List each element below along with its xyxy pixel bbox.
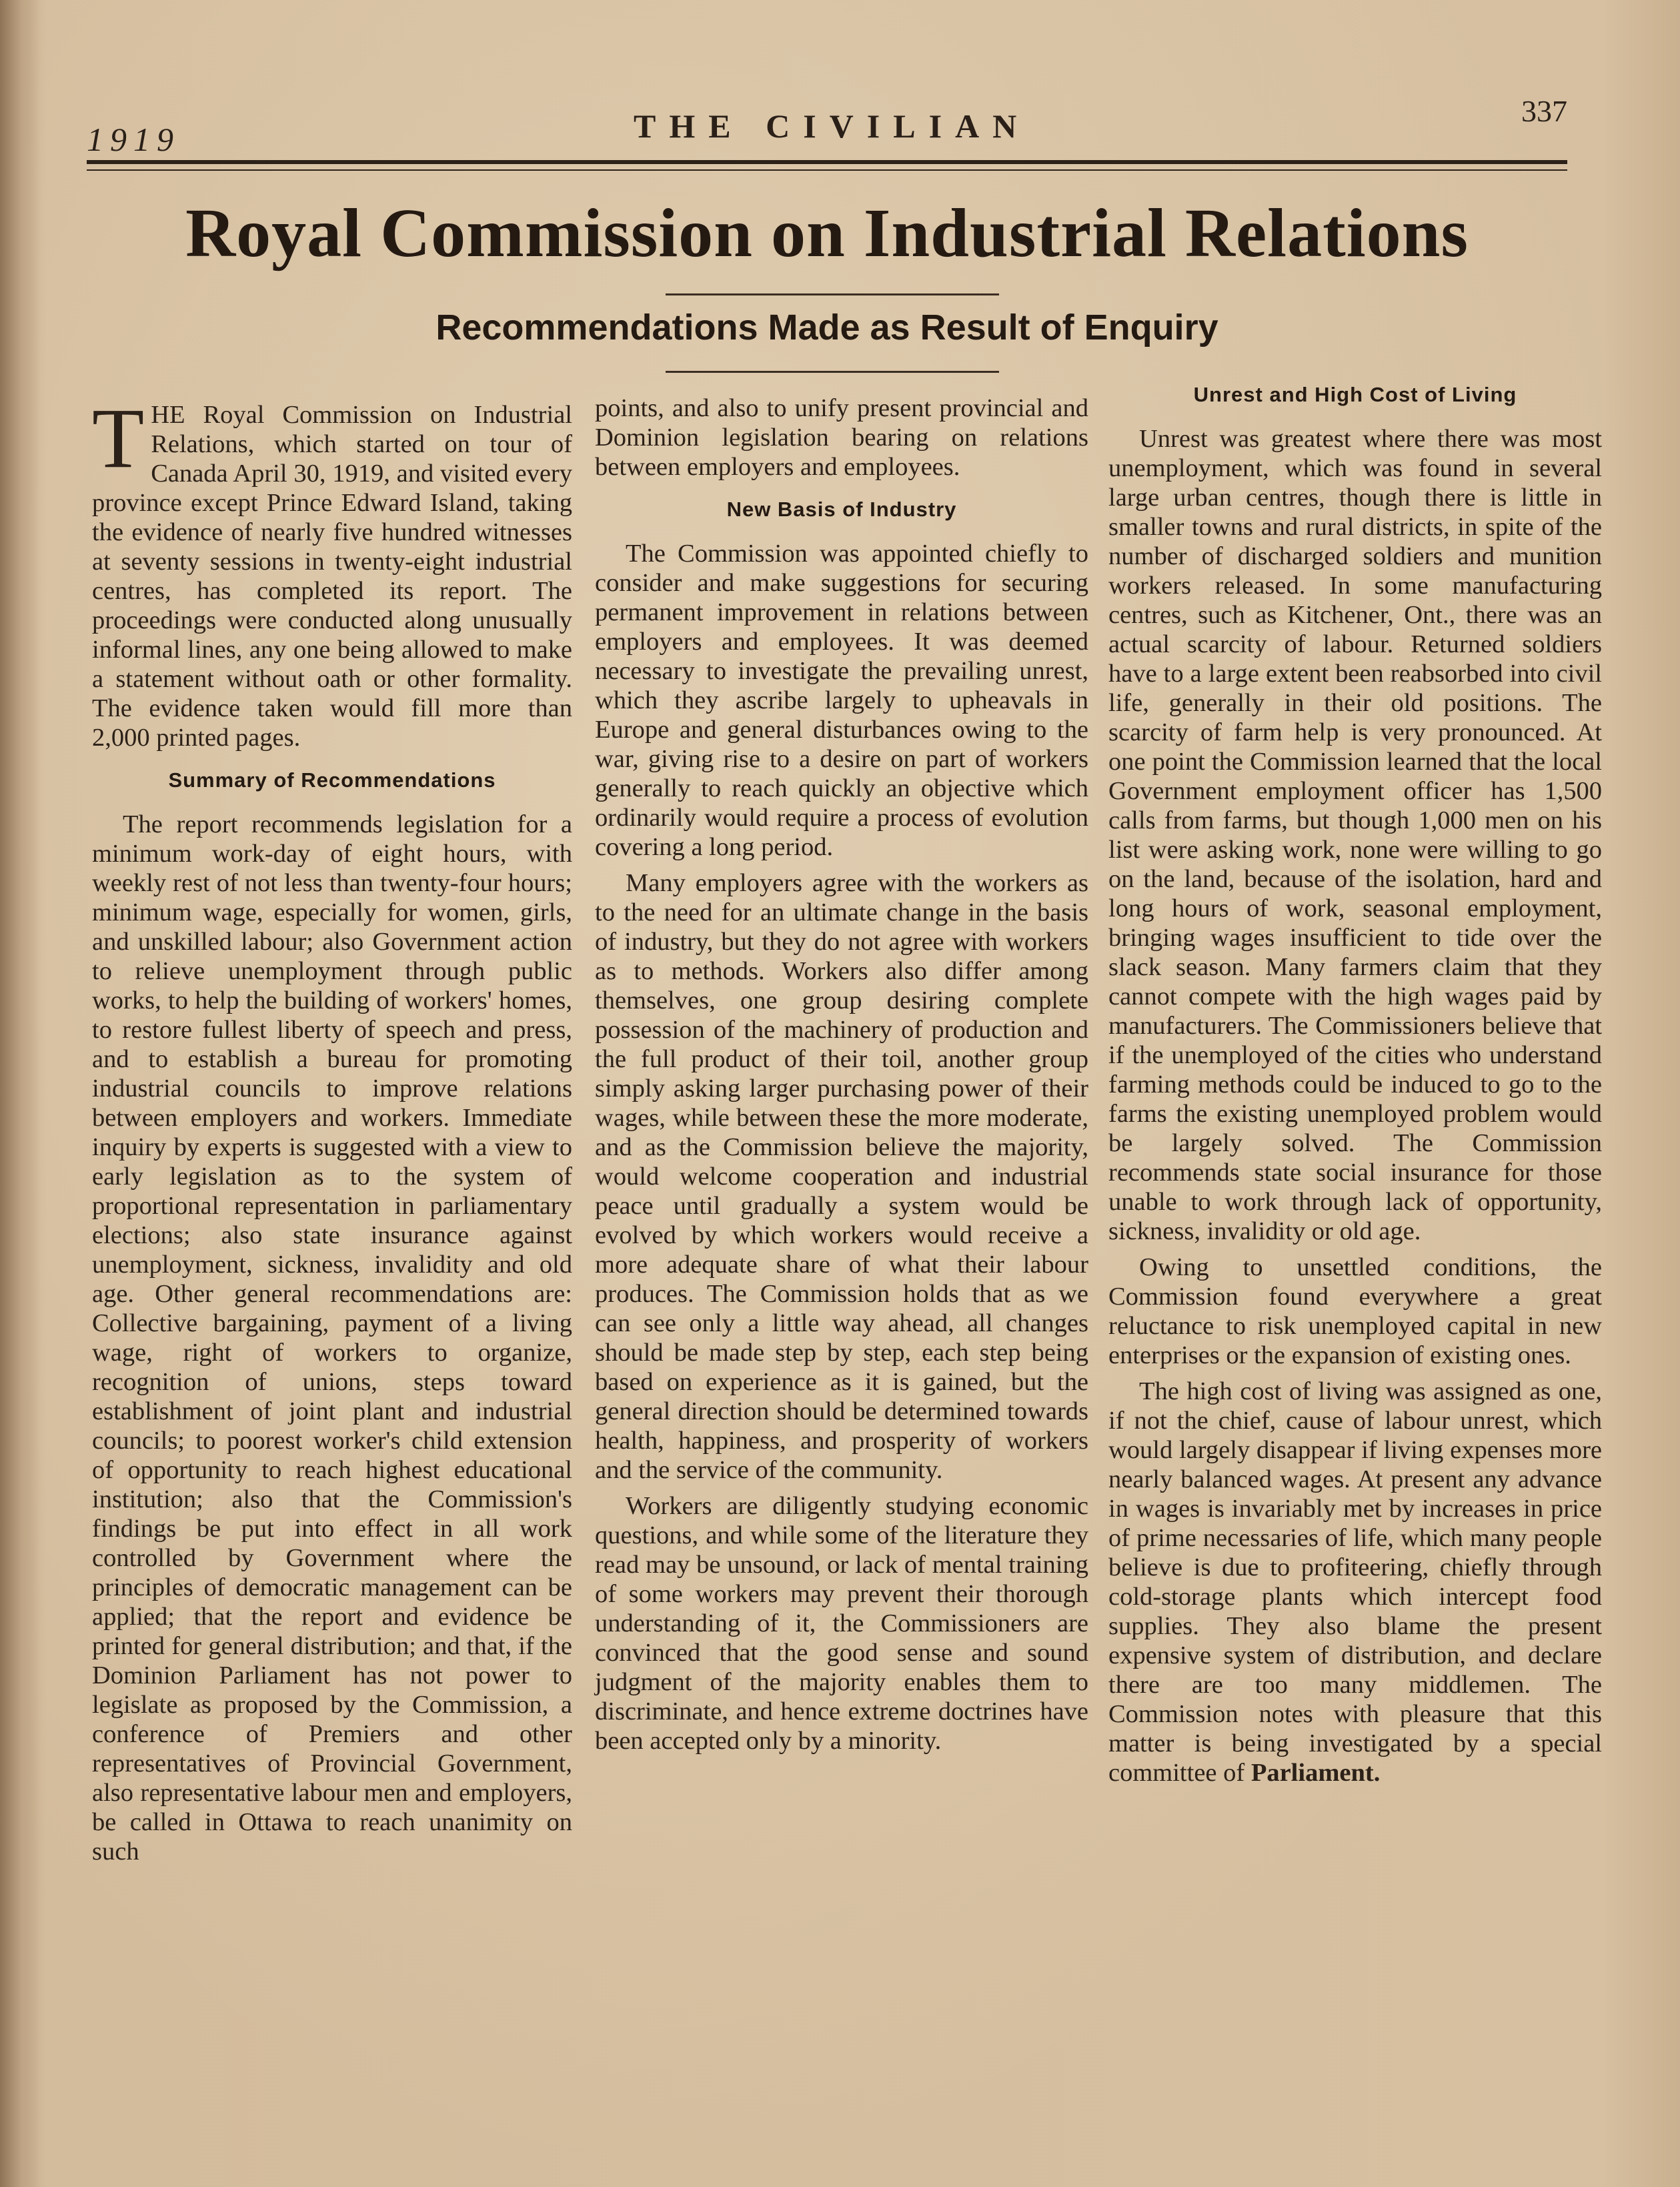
headline-divider-bottom: [666, 371, 999, 373]
summary-paragraph: The report recommends legislation for a minimum work-day of eight hours, with weekly rest of not less than twenty-four hours; minimum wage, especially for women, girls, and unskilled labour; also Government action to relieve unemployment through public works, to help the building of workers' homes, to restore fullest liberty of speech and press, and to establish a bureau for promoting industrial councils to improve relations between employers and workers. Immediate inquiry by experts is suggested with a view to early legislation as to the system of proportional representation in parliamentary elections; also state insurance against unemployment, sickness, invalidity and old age. Other general recommendations are: Collective bargaining, payment of a living wage, right of workers to organize, recognition of unions, steps toward establishment of joint plant and industrial councils; to poorest worker's child extension of opportunity to reach highest educational institution; also that the Commission's findings be put into effect in all work controlled by Government where the principles of democratic management can be applied; that the report and evidence be printed for general distribution; and that, if the Dominion Parliament has not power to legislate as proposed by the Commission, a conference of Premiers and other representatives of Provincial Government, also representative labour men and employers, be called in Ottawa to reach unanimity on such: [92, 810, 572, 1866]
section-heading-unrest: Unrest and High Cost of Living: [1193, 383, 1517, 406]
article-headline: Royal Commission on Industrial Relations: [185, 195, 1469, 271]
drop-cap: T: [92, 391, 145, 486]
header-rule-thin: [87, 169, 1567, 171]
intro-text: HE Royal Commission on Industrial Relations, which started on tour of Canada April 30, 1919, and visited every province except Prince Edward Island, taking the evidence of nearly five hundred witnesses at seventy sessions in twenty-eight industrial centres, has completed its report. The proceedings were conducted along unusually informal lines, any one being allowed to make a statement without oath or other formality. The evidence taken would fill more than 2,000 printed pages.: [92, 401, 572, 752]
article-column-3: [1108, 380, 1602, 1794]
header-rule-thick: [87, 160, 1567, 164]
new-basis-paragraph-2: Many employers agree with the workers as to the need for an ultimate change in the basis of industry, but they do not agree with workers as to methods. Workers also differ among themselves, one group desiring complete possession of the machinery of production and the full product of their toil, another group simply asking larger purchasing power of their wages, while between these the more moderate, and as the Commission believe the majority, would welcome cooperation and industrial peace until gradually a system would be evolved by which workers would receive a more adequate share of what their labour produces. The Commission holds that as we can see only a little way ahead, all changes should be made step by step, each step being based on experience as it is gained, but the general direction should be determined towards health, happiness, and prosperity of workers and the service of the community.: [595, 869, 1088, 1484]
section-heading-new-basis: New Basis of Industry: [726, 498, 957, 521]
headline-divider-top: [666, 293, 999, 295]
unrest-paragraph-3-text: The high cost of living was assigned as one, if not the chief, cause of labour unrest, which would largely disappear if living expenses more nearly balanced wages. At present any advance in wages is invariably met by increases in price of prime necessaries of life, which many people believe is due to profiteering, chiefly through cold-storage plants which intercept food supplies. They also blame the present expensive system of distribution, and declare there are too many middlemen. The Commission notes with pleasure that this matter is being investigated by a special committee of: [1108, 1377, 1602, 1787]
intro-paragraph: [92, 391, 572, 752]
summary-paragraph-continued: points, and also to unify present provincial and Dominion legislation bearing on relations between employers and employees.: [595, 394, 1088, 481]
unrest-paragraph-2: Owing to unsettled conditions, the Commission found everywhere a great reluctance to risk unemployed capital in new enterprises or the expansion of existing ones.: [1108, 1253, 1602, 1369]
publication-title: THE CIVILIAN: [634, 107, 1030, 145]
page-header: [87, 93, 1567, 180]
header-year: 1919: [87, 121, 180, 158]
section-heading-summary: Summary of Recommendations: [168, 768, 496, 792]
unrest-paragraph-3: [1108, 1377, 1602, 1787]
page-binding-edge: [0, 0, 40, 2187]
final-word: Parliament.: [1250, 1759, 1381, 1787]
page-number: 337: [1521, 94, 1567, 128]
new-basis-paragraph-3: Workers are diligently studying economic questions, and while some of the literature they read may be unsound, or lack of mental training of some workers may prevent their thorough understanding of it, the Commissioners are convinced that the good sense and sound judgment of the majority enables them to discriminate, and hence extreme doctrines have been accepted only by a minority.: [595, 1492, 1088, 1755]
article-subheadline: Recommendations Made as Result of Enquiry: [436, 307, 1218, 347]
article-column-1: [92, 391, 572, 1873]
unrest-paragraph-1: Unrest was greatest where there was most unemployment, which was found in several large urban centres, though there is little in smaller towns and rural districts, in spite of the number of discharged soldiers and munition workers released. In some manufacturing centres, such as Kitchener, Ont., there was an actual scarcity of labour. Returned soldiers have to a large extent been reabsorbed into civil life, generally in their old positions. The scarcity of farm help is very pronounced. At one point the Commission learned that the local Government employment officer has 1,500 calls from farms, but though 1,000 men on his list were asking work, none were willing to go on the land, because of the isolation, hard and long hours of work, seasonal employment, bringing wages insufficient to tide over the slack season. Many farmers claim that they cannot compete with the high wages paid by manufacturers. The Commissioners believe that if the unemployed of the cities who understand farming methods could be induced to go to the farms the existing unemployed problem would be largely solved. The Commission recommends state social insurance for those unable to work through lack of opportunity, sickness, invalidity or old age.: [1108, 425, 1602, 1245]
new-basis-paragraph-1: The Commission was appointed chiefly to consider and make suggestions for securing permanent improvement in relations between employers and employees. It was deemed necessary to investigate the prevailing unrest, which they ascribe largely to upheavals in Europe and general disturbances owing to the war, giving rise to a desire on part of workers generally to reach quickly an objective which ordinarily would require a process of evolution covering a long period.: [595, 540, 1088, 861]
article-column-2: [595, 394, 1088, 1762]
